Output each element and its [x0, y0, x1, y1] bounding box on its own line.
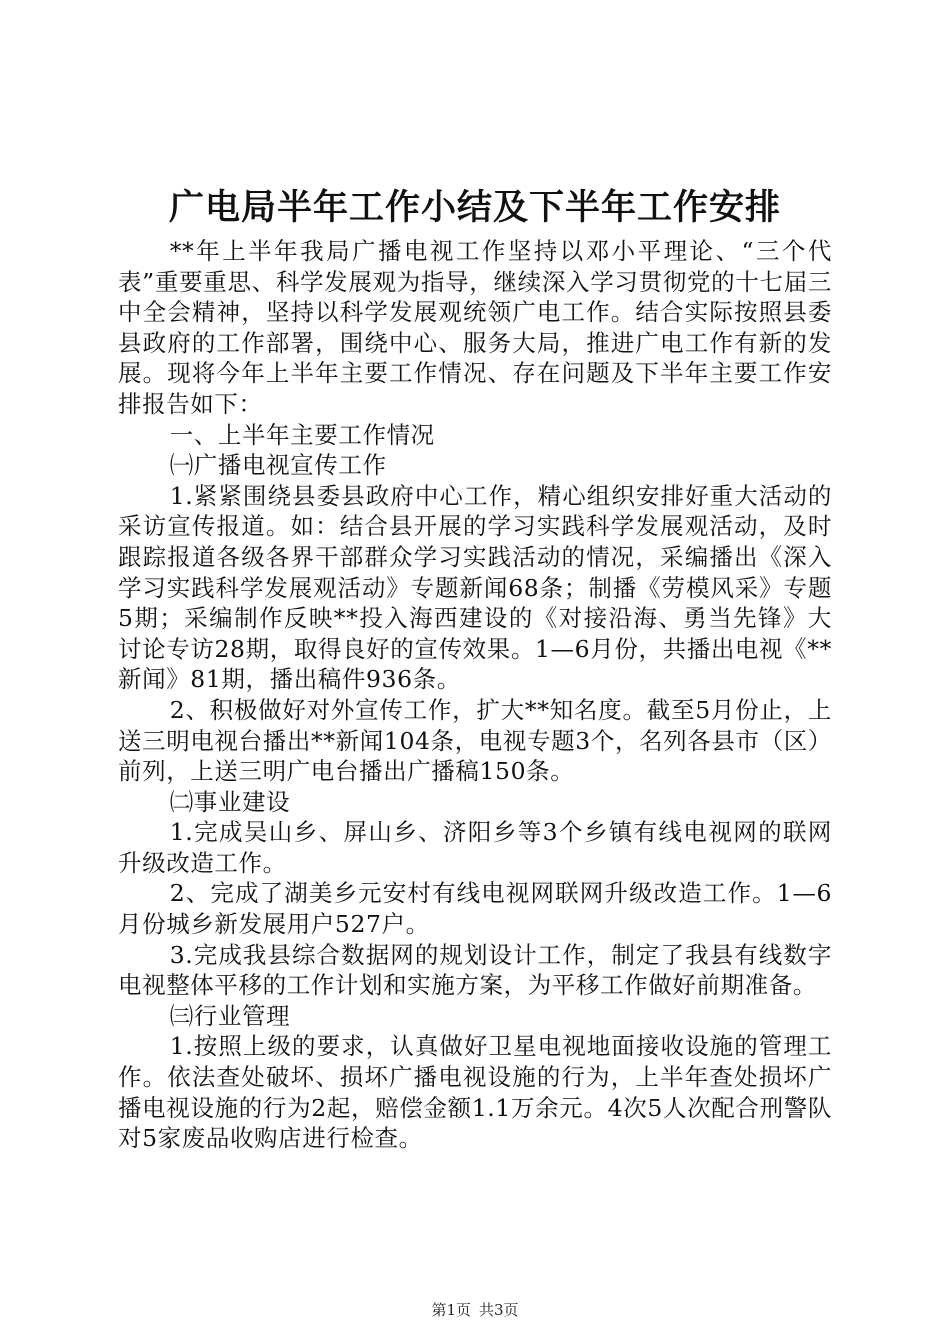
document-body: [118, 236, 832, 1154]
paragraph-construction-1: 1.完成吴山乡、屏山乡、济阳乡等3个乡镇有线电视网的联网升级改造工作。: [118, 818, 832, 877]
paragraph-construction-3: 3.完成我县综合数据网的规划设计工作，制定了我县有线数字电视整体平移的工作计划和实施方案，为平移工作做好前期准备。: [118, 940, 832, 1000]
paragraph-broadcast-2: 2、积极做好对外宣传工作，扩大**知名度。截至5月份止，上送三明电视台播出**新闻104条，电视专题3个，名列各县市（区）前列，上送三明广电台播出广播稿150条。: [118, 695, 832, 786]
section-heading-1: 一、上半年主要工作情况: [169, 420, 435, 449]
document-title: 广电局半年工作小结及下半年工作安排: [168, 187, 781, 228]
page-total: 共3页: [479, 1301, 519, 1319]
subsection-heading-2: ㈡事业建设: [169, 787, 291, 816]
paragraph-construction-2: 2、完成了湖美乡元安村有线电视网联网升级改造工作。1—6月份城乡新发展用户527户。: [118, 879, 832, 939]
page-footer: [0, 1300, 950, 1320]
subsection-heading-3: ㈢行业管理: [169, 1001, 291, 1030]
page-number: 第1页: [431, 1301, 471, 1319]
paragraph-management-1: 1.按照上级的要求，认真做好卫星电视地面接收设施的管理工作。依法查处破坏、损坏广播电视设施的行为，上半年查处损坏广播电视设施的行为2起，赔偿金额1.1万余元。4次5人次配合刑警队对5家废品收购店进行检查。: [118, 1032, 832, 1153]
subsection-heading-1: ㈠广播电视宣传工作: [169, 451, 387, 480]
paragraph-broadcast-1: 1.紧紧围绕县委县政府中心工作，精心组织安排好重大活动的采访宣传报道。如：结合县开展的学习实践科学发展观活动，及时跟踪报道各级各界干部群众学习实践活动的情况，采编播出《深入学习实践科学发展观活动》专题新闻68条；制播《劳模风采》专题5期；采编制作反映**投入海西建设的《对接沿海、勇当先锋》大讨论专访28期，取得良好的宣传效果。1—6月份，共播出电视《**新闻》81期，播出稿件936条。: [118, 481, 832, 694]
intro-paragraph: **年上半年我局广播电视工作坚持以邓小平理论、“三个代表”重要重思、科学发展观为指导，继续深入学习贯彻党的十七届三中全会精神，坚持以科学发展观统领广电工作。结合实际按照县委县政府的工作部署，围绕中心、服务大局，推进广电工作有新的发展。现将今年上半年主要工作情况、存在问题及下半年主要工作安排报告如下：: [118, 237, 832, 418]
